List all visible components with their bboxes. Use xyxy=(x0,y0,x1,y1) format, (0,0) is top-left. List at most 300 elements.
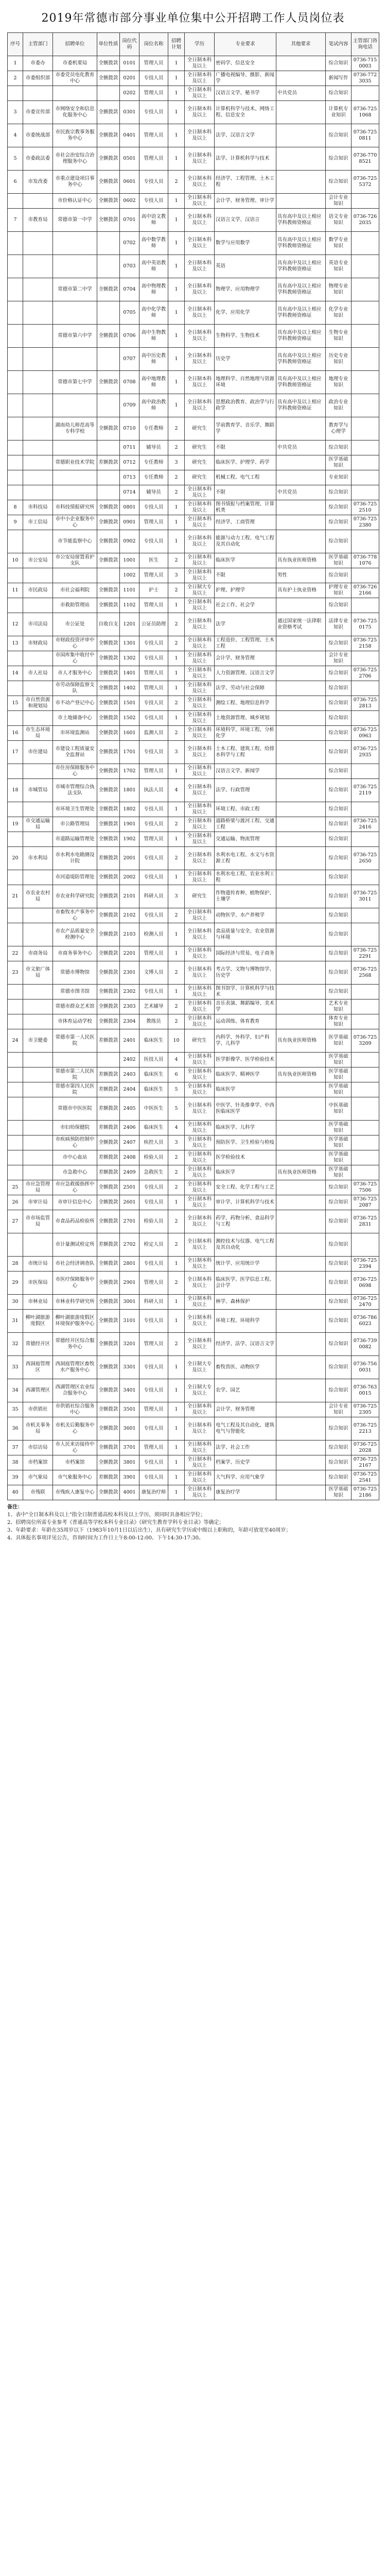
dept-cell: 市教育局 xyxy=(23,209,53,232)
nature-cell: 全额拨款 xyxy=(97,1455,120,1470)
code-cell: 2501 xyxy=(120,1180,139,1195)
table-row xyxy=(8,470,379,485)
phone-cell xyxy=(352,440,379,455)
plan-cell: 1 xyxy=(168,278,185,301)
dept-cell xyxy=(23,348,53,371)
row-number: 21 xyxy=(8,885,23,908)
row-number xyxy=(8,348,23,371)
exam-cell: 综合知识 xyxy=(326,1295,352,1310)
major-cell: 汉语言文学、新闻学 xyxy=(215,764,276,779)
post-cell: 科研人员 xyxy=(139,885,168,908)
other-cell: 具有高中及以上相应学科教师资格证 xyxy=(276,394,326,417)
phone-cell: 0736-7262035 xyxy=(352,209,379,232)
edu-cell: 全日制本科及以上 xyxy=(185,908,215,923)
post-cell: 医生 xyxy=(139,553,168,568)
other-cell xyxy=(276,885,326,908)
other-cell: 通过国家统一法律职业资格考试 xyxy=(276,613,326,636)
post-cell: 高中地理教师 xyxy=(139,371,168,394)
nature-cell xyxy=(97,301,120,325)
exam-cell: 综合知识 xyxy=(326,1210,352,1233)
post-cell: 高中英语教师 xyxy=(139,255,168,278)
table-row xyxy=(8,1136,379,1150)
unit-cell: 常德市第一中学 xyxy=(53,209,97,232)
phone-cell xyxy=(352,598,379,613)
table-row xyxy=(8,1165,379,1180)
nature-cell: 全额拨款 xyxy=(97,1333,120,1356)
row-number: 23 xyxy=(8,961,23,985)
nature-cell: 差额拨款 xyxy=(97,847,120,870)
exam-cell: 专业知识 xyxy=(326,470,352,485)
table-row xyxy=(8,515,379,530)
plan-cell: 1 xyxy=(168,1402,185,1417)
row-number xyxy=(8,568,23,583)
other-cell xyxy=(276,500,326,515)
post-cell: 康复治疗师 xyxy=(139,1485,168,1500)
nature-cell: 全额拨款 xyxy=(97,726,120,741)
major-cell: 汉语言文学、秘书学 xyxy=(215,86,276,101)
other-cell xyxy=(276,999,326,1014)
plan-cell: 2 xyxy=(168,553,185,568)
other-cell xyxy=(276,908,326,923)
exam-cell: 政治专业知识 xyxy=(326,394,352,417)
edu-cell: 全日制本科及以上 xyxy=(185,764,215,779)
other-cell xyxy=(276,1136,326,1150)
exam-cell: 中医基础知识 xyxy=(326,1097,352,1121)
other-cell xyxy=(276,124,326,147)
table-row xyxy=(8,999,379,1014)
code-cell: 0703 xyxy=(120,255,139,278)
post-cell: 急救医生 xyxy=(139,1165,168,1180)
code-cell: 2408 xyxy=(120,1150,139,1165)
row-number: 11 xyxy=(8,583,23,598)
exam-cell: 综合知识 xyxy=(326,1356,352,1379)
row-number xyxy=(8,923,23,946)
edu-cell: 全日制本科及以上 xyxy=(185,726,215,741)
phone-cell: 0736-7253011 xyxy=(352,885,379,908)
edu-cell: 全日制大专及以上 xyxy=(185,583,215,598)
other-cell xyxy=(276,681,326,696)
exam-cell: 数学专业知识 xyxy=(326,232,352,255)
table-row xyxy=(8,417,379,440)
phone-cell: 0736-7262166 xyxy=(352,583,379,598)
row-number: 15 xyxy=(8,696,23,711)
exam-cell: 综合知识 xyxy=(326,124,352,147)
post-cell: 专技人员 xyxy=(139,1417,168,1440)
dept-cell xyxy=(23,394,53,417)
dept-cell: 市人社局 xyxy=(23,666,53,681)
phone-cell: 0736-7252510 xyxy=(352,500,379,515)
major-cell: 法学、劳动与社会保障 xyxy=(215,681,276,696)
edu-cell: 全日制本科及以上 xyxy=(185,1097,215,1121)
nature-cell: 全额拨款 xyxy=(97,194,120,209)
row-number: 20 xyxy=(8,847,23,870)
row-number: 2 xyxy=(8,71,23,86)
exam-cell: 综合知识 xyxy=(326,741,352,764)
nature-cell: 全额拨款 xyxy=(97,278,120,301)
edu-cell: 全日制本科及以上 xyxy=(185,1485,215,1500)
phone-cell: 0736-7390082 xyxy=(352,1333,379,1356)
nature-cell: 全额拨款 xyxy=(97,999,120,1014)
dept-cell: 市统计局 xyxy=(23,1257,53,1272)
note-line: 3、年龄要求：年龄在35周岁以下（1983年10月1日以后出生），具有研究生学历或中级以上职称的，年龄可放宽至40周岁； xyxy=(7,1528,291,1533)
dept-cell: 市委宣传部 xyxy=(23,101,53,124)
table-row xyxy=(8,681,379,696)
nature-cell: 全额拨款 xyxy=(97,530,120,553)
row-number xyxy=(8,764,23,779)
other-cell: 中共党员 xyxy=(276,440,326,455)
table-row xyxy=(8,1295,379,1310)
nature-cell: 全额拨款 xyxy=(97,583,120,598)
plan-cell: 2 xyxy=(168,1333,185,1356)
code-cell: 2403 xyxy=(120,1067,139,1082)
table-row xyxy=(8,1053,379,1067)
row-number: 5 xyxy=(8,147,23,171)
phone-cell: 0736-7250963 xyxy=(352,726,379,741)
phone-cell: 0736-7630015 xyxy=(352,1379,379,1402)
row-number xyxy=(8,1014,23,1029)
edu-cell: 全日制本科及以上 xyxy=(185,194,215,209)
nature-cell: 全额拨款 xyxy=(97,1356,120,1379)
edu-cell: 全日制本科及以上 xyxy=(185,1295,215,1310)
row-number: 8 xyxy=(8,500,23,515)
nature-cell: 全额拨款 xyxy=(97,147,120,171)
table-row xyxy=(8,1402,379,1417)
major-cell: 环境科学、环境工程、分析化学 xyxy=(215,726,276,741)
exam-cell: 综合知识 xyxy=(326,515,352,530)
dept-cell: 市生态环境局 xyxy=(23,726,53,741)
edu-cell: 全日制本科及以上 xyxy=(185,636,215,651)
note-line: 1、表中"全日制本科及以上"指全日制普通高校本科及以上学历，须同时具备相应学位； xyxy=(7,1512,206,1518)
post-cell: 管理人员 xyxy=(139,598,168,613)
exam-cell: 医学基础知识 xyxy=(326,1485,352,1500)
major-cell: 数学与应用数学 xyxy=(215,232,276,255)
dept-cell xyxy=(23,908,53,923)
plan-cell: 1 xyxy=(168,1470,185,1485)
exam-cell: 医学基础知识 xyxy=(326,1067,352,1082)
edu-cell: 全日制本科及以上 xyxy=(185,923,215,946)
major-cell: 环境工程、环境科学 xyxy=(215,1310,276,1333)
major-cell: 土地资源管理、城乡规划 xyxy=(215,711,276,726)
nature-cell: 全额拨款 xyxy=(97,209,120,232)
phone-cell: 0736-7252028 xyxy=(352,1440,379,1455)
phone-cell: 0736-7252650 xyxy=(352,847,379,870)
plan-cell: 3 xyxy=(168,568,185,583)
major-cell: 广播电视编导、摄影、新闻学 xyxy=(215,71,276,86)
nature-cell: 差额拨款 xyxy=(97,1165,120,1180)
other-cell: 具有高中及以上相应学科教师资格证 xyxy=(276,371,326,394)
code-cell: 2601 xyxy=(120,1195,139,1210)
row-number xyxy=(8,455,23,470)
post-cell: 专技人员 xyxy=(139,711,168,726)
phone-cell: 0736-7252167 xyxy=(352,1455,379,1470)
post-cell: 专技人员 xyxy=(139,741,168,764)
exam-cell: 综合知识 xyxy=(326,147,352,171)
code-cell: 0710 xyxy=(120,417,139,440)
edu-cell: 全日制本科及以上 xyxy=(185,255,215,278)
other-cell: 中共党员 xyxy=(276,86,326,101)
phone-cell: 0736-7253209 xyxy=(352,1029,379,1053)
nature-cell: 全额拨款 xyxy=(97,325,120,348)
row-number xyxy=(8,301,23,325)
major-cell: 道路桥梁与渡河工程、交通工程 xyxy=(215,817,276,832)
exam-cell: 综合知识 xyxy=(326,86,352,101)
plan-cell: 1 xyxy=(168,147,185,171)
unit-cell xyxy=(53,86,97,101)
plan-cell: 2 xyxy=(168,613,185,636)
dept-cell xyxy=(23,455,53,470)
major-cell: 交通运输、物流管理 xyxy=(215,832,276,847)
edu-cell: 全日制本科及以上 xyxy=(185,553,215,568)
plan-cell: 1 xyxy=(168,1257,185,1272)
plan-cell: 2 xyxy=(168,1180,185,1195)
phone-cell xyxy=(352,1136,379,1150)
edu-cell: 全日制本科及以上 xyxy=(185,1082,215,1097)
phone-cell: 0736-7252291 xyxy=(352,946,379,961)
phone-cell xyxy=(352,870,379,885)
nature-cell: 全额拨款 xyxy=(97,500,120,515)
phone-cell xyxy=(352,651,379,666)
exam-cell: 会计专业知识 xyxy=(326,1402,352,1417)
unit-cell: 市科技情报研究所 xyxy=(53,500,97,515)
major-cell: 临床医学 xyxy=(215,1082,276,1097)
other-cell xyxy=(276,1272,326,1295)
edu-cell: 全日制本科及以上 xyxy=(185,666,215,681)
post-cell: 专技人员 xyxy=(139,1310,168,1333)
major-cell: 工程造价、工程管理、土木工程 xyxy=(215,636,276,651)
code-cell: 2001 xyxy=(120,847,139,870)
code-cell: 0602 xyxy=(120,194,139,209)
exam-cell: 综合知识 xyxy=(326,1180,352,1195)
plan-cell: 1 xyxy=(168,1455,185,1470)
other-cell xyxy=(276,946,326,961)
exam-cell: 综合知识 xyxy=(326,1455,352,1470)
unit-cell xyxy=(53,348,97,371)
column-header: 其他要求 xyxy=(276,33,326,56)
major-cell: 音乐表演、舞蹈编导、美术学 xyxy=(215,999,276,1014)
row-number: 29 xyxy=(8,1272,23,1295)
phone-cell xyxy=(352,394,379,417)
exam-cell: 综合知识 xyxy=(326,711,352,726)
exam-cell: 综合知识 xyxy=(326,764,352,779)
post-cell: 中医医生 xyxy=(139,1097,168,1121)
code-cell: 3901 xyxy=(120,1470,139,1485)
major-cell: 临床医学、儿科学 xyxy=(215,1121,276,1136)
exam-cell: 综合知识 xyxy=(326,1333,352,1356)
nature-cell: 全额拨款 xyxy=(97,417,120,440)
dept-cell: 市司法局 xyxy=(23,613,53,636)
code-cell: 1101 xyxy=(120,583,139,598)
phone-cell: 0736-7252541 xyxy=(352,1470,379,1485)
code-cell: 2406 xyxy=(120,1121,139,1136)
row-number: 12 xyxy=(8,613,23,636)
exam-cell: 综合知识 xyxy=(326,946,352,961)
major-cell: 国际经济与贸易、电子商务 xyxy=(215,946,276,961)
row-number: 6 xyxy=(8,171,23,194)
post-cell: 专技人员 xyxy=(139,817,168,832)
phone-cell: 0736-7252706 xyxy=(352,666,379,681)
table-row xyxy=(8,553,379,568)
exam-cell: 法律专业知识 xyxy=(326,613,352,636)
table-row xyxy=(8,1029,379,1053)
plan-cell: 1 xyxy=(168,1295,185,1310)
code-cell: 2101 xyxy=(120,885,139,908)
plan-cell: 1 xyxy=(168,530,185,553)
post-cell: 检测人员 xyxy=(139,923,168,946)
nature-cell: 全额拨款 xyxy=(97,817,120,832)
unit-cell: 湖南幼儿师范高等专科学校 xyxy=(53,417,97,440)
post-cell: 教练员 xyxy=(139,1014,168,1029)
code-cell: 3301 xyxy=(120,1356,139,1379)
plan-cell: 1 xyxy=(168,666,185,681)
major-cell: 社会工作、社会学 xyxy=(215,598,276,613)
code-cell: 2201 xyxy=(120,946,139,961)
dept-cell xyxy=(23,1053,53,1067)
plan-cell: 4 xyxy=(168,779,185,802)
edu-cell: 全日制大专及以上 xyxy=(185,1379,215,1402)
exam-cell: 综合知识 xyxy=(326,802,352,817)
exam-cell: 医学基础知识 xyxy=(326,1121,352,1136)
other-cell xyxy=(276,1082,326,1097)
nature-cell xyxy=(97,255,120,278)
post-cell: 高中数学教师 xyxy=(139,232,168,255)
unit-cell: 市人才服务中心 xyxy=(53,666,97,681)
plan-cell: 1 xyxy=(168,802,185,817)
major-cell: 学前教育学、音乐学、舞蹈学 xyxy=(215,417,276,440)
nature-cell: 全额拨款 xyxy=(97,1180,120,1195)
plan-cell: 1 xyxy=(168,923,185,946)
post-cell: 专技人员 xyxy=(139,908,168,923)
exam-cell: 综合知识 xyxy=(326,1272,352,1295)
major-cell: 计算机科学与技术、网络工程、信息安全 xyxy=(215,101,276,124)
nature-cell: 全额拨款 xyxy=(97,1417,120,1440)
edu-cell: 全日制本科及以上 xyxy=(185,394,215,417)
unit-cell: 市急救中心 xyxy=(53,1165,97,1180)
row-number xyxy=(8,194,23,209)
column-header: 主管部门 xyxy=(23,33,53,56)
post-cell: 护士 xyxy=(139,583,168,598)
plan-cell: 2 xyxy=(168,908,185,923)
dept-cell xyxy=(23,232,53,255)
column-header: 单位性质 xyxy=(97,33,120,56)
row-number xyxy=(8,1082,23,1097)
row-number: 32 xyxy=(8,1333,23,1356)
other-cell: 具有高中及以上相应学科教师资格证 xyxy=(276,209,326,232)
plan-cell: 2 xyxy=(168,470,185,485)
plan-cell: 2 xyxy=(168,1165,185,1180)
table-row xyxy=(8,847,379,870)
unit-cell: 市民族宗教事务服务中心 xyxy=(53,124,97,147)
unit-cell: 柳叶湖旅游度假区环境保护服务中心 xyxy=(53,1310,97,1333)
code-cell: 2801 xyxy=(120,1257,139,1272)
dept-cell: 市供销社 xyxy=(23,1402,53,1417)
major-cell: 中医学、针灸推拿学、中西医临床医学 xyxy=(215,1097,276,1121)
other-cell xyxy=(276,194,326,209)
plan-cell: 3 xyxy=(168,741,185,764)
unit-cell xyxy=(53,485,97,500)
table-row xyxy=(8,1379,379,1402)
post-cell: 管理人员 xyxy=(139,86,168,101)
major-cell: 会计学、财务管理 xyxy=(215,1402,276,1417)
other-cell xyxy=(276,1310,326,1333)
post-cell: 专技人员 xyxy=(139,870,168,885)
edu-cell: 全日制本科及以上 xyxy=(185,1067,215,1082)
nature-cell: 全额拨款 xyxy=(97,832,120,847)
exam-cell: 综合知识 xyxy=(326,681,352,696)
code-cell: 2401 xyxy=(120,1029,139,1053)
plan-cell: 1 xyxy=(168,194,185,209)
nature-cell: 全额拨款 xyxy=(97,1195,120,1210)
code-cell: 0706 xyxy=(120,325,139,348)
plan-cell: 2 xyxy=(168,485,185,500)
phone-cell: 0736-7250811 xyxy=(352,124,379,147)
plan-cell: 3 xyxy=(168,455,185,470)
plan-cell: 2 xyxy=(168,417,185,440)
nature-cell: 全额拨款 xyxy=(97,908,120,923)
plan-cell: 1 xyxy=(168,946,185,961)
phone-cell: 0736-7257506 xyxy=(352,1180,379,1195)
phone-cell xyxy=(352,278,379,301)
table-row xyxy=(8,348,379,371)
row-number: 22 xyxy=(8,946,23,961)
post-cell: 专技人员 xyxy=(139,194,168,209)
code-cell: 0202 xyxy=(120,86,139,101)
table-row xyxy=(8,1455,379,1470)
table-row xyxy=(8,325,379,348)
exam-cell: 教育学与心理学 xyxy=(326,417,352,440)
unit-cell: 常德职业技术学院 xyxy=(53,455,97,470)
post-cell: 管理人员 xyxy=(139,666,168,681)
table-row xyxy=(8,171,379,194)
post-cell: 专技人员 xyxy=(139,500,168,515)
dept-cell: 市商务局 xyxy=(23,946,53,961)
unit-cell: 市供销社综合服务中心 xyxy=(53,1402,97,1417)
phone-cell xyxy=(352,417,379,440)
edu-cell: 全日制本科及以上 xyxy=(185,1257,215,1272)
nature-cell: 全额拨款 xyxy=(97,802,120,817)
row-number xyxy=(8,802,23,817)
plan-cell: 1 xyxy=(168,985,185,999)
dept-cell: 市工信局 xyxy=(23,515,53,530)
code-cell: 0901 xyxy=(120,515,139,530)
edu-cell: 全日制本科及以上 xyxy=(185,613,215,636)
code-cell: 0201 xyxy=(120,71,139,86)
post-cell: 专技人员 xyxy=(139,101,168,124)
code-cell: 2102 xyxy=(120,908,139,923)
post-cell: 高中语文教师 xyxy=(139,209,168,232)
exam-cell: 计算机专业知识 xyxy=(326,101,352,124)
code-cell: 0707 xyxy=(120,348,139,371)
exam-cell: 综合知识 xyxy=(326,832,352,847)
plan-cell: 1 xyxy=(168,681,185,696)
major-cell: 经济学、工程管理、土木工程 xyxy=(215,171,276,194)
edu-cell: 全日制本科及以上 xyxy=(185,147,215,171)
nature-cell: 全额拨款 xyxy=(97,553,120,568)
dept-cell xyxy=(23,870,53,885)
exam-cell: 英语专业知识 xyxy=(326,255,352,278)
major-cell: 安全工程、化学工程与工艺 xyxy=(215,1180,276,1195)
table-row xyxy=(8,636,379,651)
edu-cell: 全日制本科及以上 xyxy=(185,961,215,985)
exam-cell: 护理专业知识 xyxy=(326,583,352,598)
table-row xyxy=(8,1485,379,1500)
other-cell xyxy=(276,666,326,681)
post-cell: 临床医生 xyxy=(139,1121,168,1136)
phone-cell: 0736-7252186 xyxy=(352,1485,379,1500)
row-number xyxy=(8,870,23,885)
unit-cell: 市应急救援指挥中心 xyxy=(53,1180,97,1195)
table-row xyxy=(8,101,379,124)
dept-cell: 市委办 xyxy=(23,56,53,71)
